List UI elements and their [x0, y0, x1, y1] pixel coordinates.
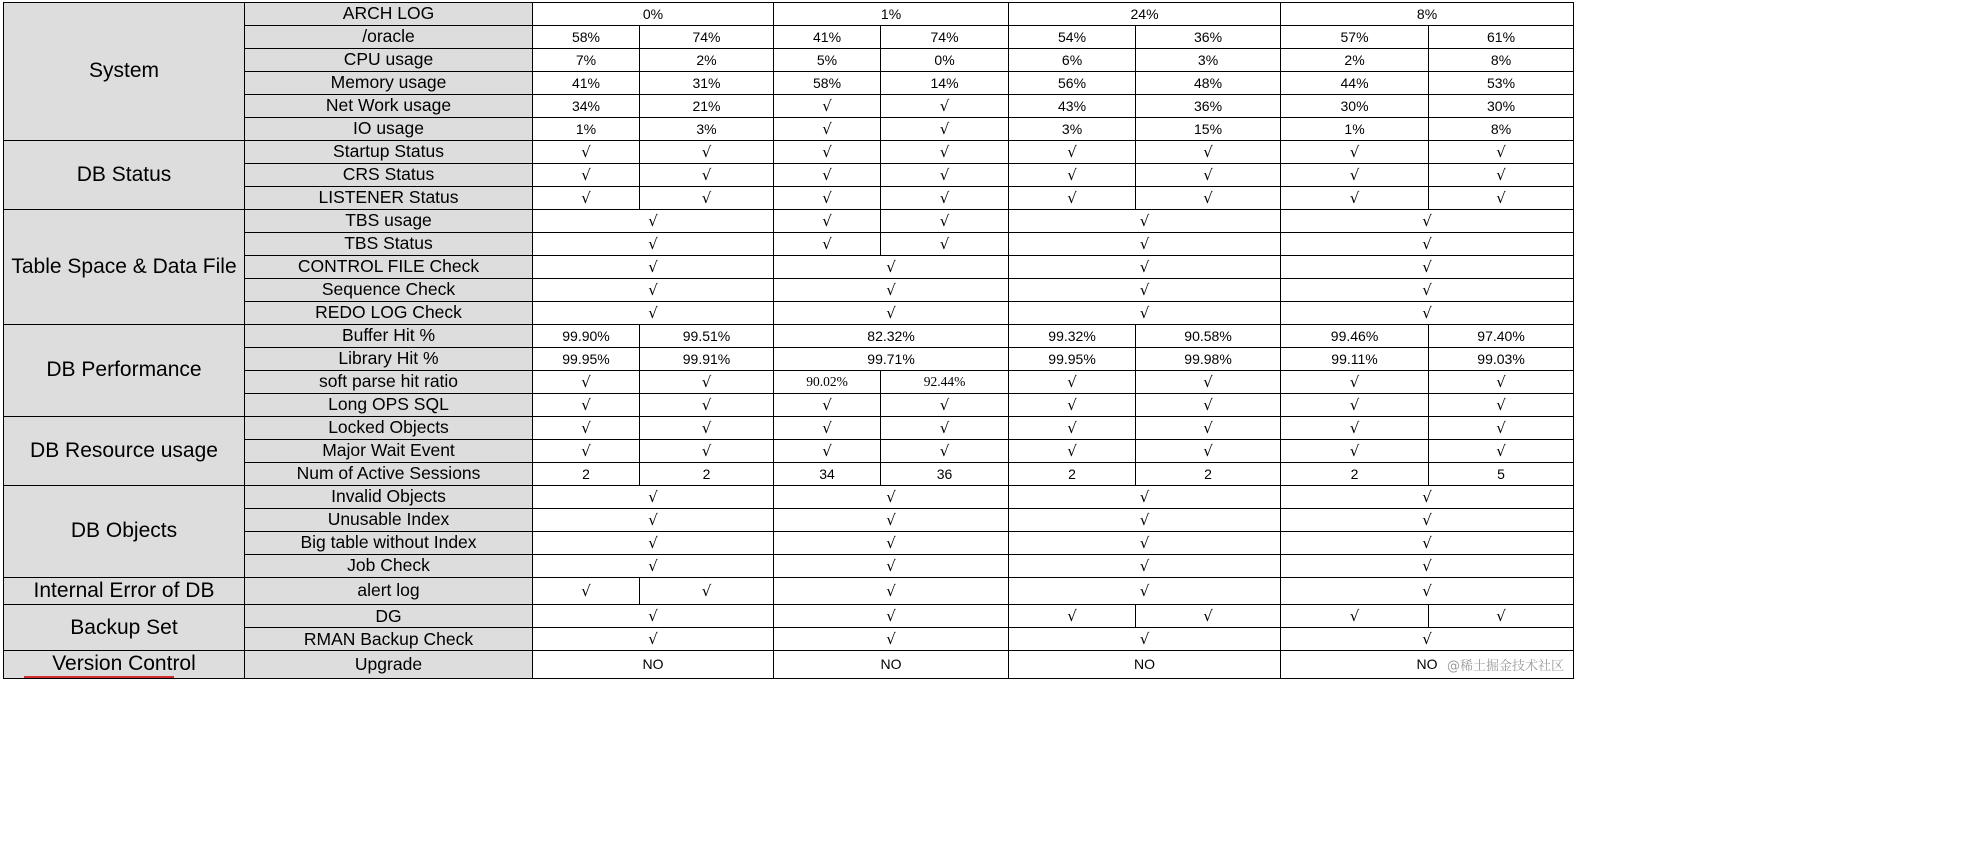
value-cell: 58%	[774, 72, 881, 95]
check-mark-cell: √	[1009, 578, 1281, 605]
value-cell: 21%	[640, 95, 774, 118]
value-cell: 0%	[533, 3, 774, 26]
category-cell: Version Control	[4, 651, 245, 678]
value-cell: 74%	[640, 26, 774, 49]
check-mark-cell: √	[1009, 509, 1281, 532]
check-mark-cell: √	[533, 233, 774, 256]
check-mark-cell: √	[1281, 233, 1574, 256]
value-cell: 0%	[881, 49, 1009, 72]
check-mark-cell: √	[1136, 440, 1281, 463]
check-mark-cell: √	[774, 164, 881, 187]
value-cell: 99.90%	[533, 325, 640, 348]
check-mark-cell: √	[1136, 417, 1281, 440]
check-mark-cell: √	[774, 256, 1009, 279]
check-item-cell: Num of Active Sessions	[245, 463, 533, 486]
check-item-cell: soft parse hit ratio	[245, 371, 533, 394]
check-mark-cell: √	[533, 164, 640, 187]
category-cell: System	[4, 3, 245, 141]
check-item-cell: Buffer Hit %	[245, 325, 533, 348]
check-mark-cell: √	[640, 394, 774, 417]
check-mark-cell: √	[1281, 187, 1429, 210]
value-cell: 44%	[1281, 72, 1429, 95]
value-cell: 58%	[533, 26, 640, 49]
check-mark-cell: √	[1429, 440, 1574, 463]
value-cell: NO	[1009, 651, 1281, 678]
check-mark-cell: √	[774, 532, 1009, 555]
check-item-cell: IO usage	[245, 118, 533, 141]
table-row	[4, 325, 1574, 348]
value-cell: 90.58%	[1136, 325, 1281, 348]
check-mark-cell: √	[533, 141, 640, 164]
value-cell: 56%	[1009, 72, 1136, 95]
check-mark-cell: √	[533, 302, 774, 325]
check-mark-cell: √	[1281, 141, 1429, 164]
table-row	[4, 210, 1574, 233]
check-mark-cell: √	[1136, 394, 1281, 417]
check-mark-cell: √	[1009, 256, 1281, 279]
check-mark-cell: √	[1281, 628, 1574, 651]
table-row	[4, 141, 1574, 164]
check-mark-cell: √	[1281, 302, 1574, 325]
check-mark-cell: √	[881, 118, 1009, 141]
value-cell: 30%	[1281, 95, 1429, 118]
check-mark-cell: √	[533, 440, 640, 463]
check-mark-cell: √	[881, 417, 1009, 440]
check-mark-cell: √	[1009, 532, 1281, 555]
value-cell: 8%	[1429, 49, 1574, 72]
check-mark-cell: √	[640, 371, 774, 394]
value-cell: 2	[1009, 463, 1136, 486]
value-cell: 90.02%	[774, 371, 881, 394]
check-item-cell: CRS Status	[245, 164, 533, 187]
check-mark-cell: √	[774, 210, 881, 233]
check-mark-cell: √	[1136, 187, 1281, 210]
check-mark-cell: √	[1136, 605, 1281, 628]
value-cell: 2%	[640, 49, 774, 72]
value-cell: 36%	[1136, 95, 1281, 118]
value-cell: 99.32%	[1009, 325, 1136, 348]
value-cell: 6%	[1009, 49, 1136, 72]
check-mark-cell: √	[774, 605, 1009, 628]
value-cell: 2%	[1281, 49, 1429, 72]
check-item-cell: TBS Status	[245, 233, 533, 256]
check-mark-cell: √	[1009, 628, 1281, 651]
check-mark-cell: √	[774, 95, 881, 118]
table-row	[4, 486, 1574, 509]
check-item-cell: Memory usage	[245, 72, 533, 95]
value-cell: 36%	[1136, 26, 1281, 49]
value-cell: 3%	[1009, 118, 1136, 141]
check-mark-cell: √	[533, 555, 774, 578]
check-mark-cell: √	[1009, 605, 1136, 628]
check-item-cell: alert log	[245, 578, 533, 605]
check-mark-cell: √	[774, 233, 881, 256]
check-item-cell: LISTENER Status	[245, 187, 533, 210]
value-cell: 92.44%	[881, 371, 1009, 394]
check-mark-cell: √	[1009, 555, 1281, 578]
watermark: @稀土掘金技术社区	[1446, 659, 1564, 674]
check-mark-cell: √	[1429, 605, 1574, 628]
check-mark-cell: √	[640, 440, 774, 463]
check-mark-cell: √	[1281, 440, 1429, 463]
check-mark-cell: √	[1136, 141, 1281, 164]
check-mark-cell: √	[1009, 394, 1136, 417]
check-mark-cell: √	[1009, 141, 1136, 164]
db-health-check-table	[3, 2, 1574, 679]
check-mark-cell: √	[533, 628, 774, 651]
check-mark-cell: √	[774, 187, 881, 210]
check-item-cell: CPU usage	[245, 49, 533, 72]
check-item-cell: TBS usage	[245, 210, 533, 233]
category-cell: Table Space & Data File	[4, 210, 245, 325]
check-mark-cell: √	[640, 578, 774, 605]
table-row	[4, 3, 1574, 26]
value-cell: 31%	[640, 72, 774, 95]
value-cell: 41%	[533, 72, 640, 95]
check-mark-cell: √	[1281, 605, 1429, 628]
check-mark-cell: √	[1009, 187, 1136, 210]
check-mark-cell: √	[881, 164, 1009, 187]
check-mark-cell: √	[533, 279, 774, 302]
check-mark-cell: √	[533, 532, 774, 555]
check-mark-cell: √	[1009, 210, 1281, 233]
value-cell: NO	[774, 651, 1009, 678]
value-cell: 99.95%	[1009, 348, 1136, 371]
check-mark-cell: √	[533, 187, 640, 210]
check-mark-cell: √	[1281, 509, 1574, 532]
check-mark-cell: √	[533, 605, 774, 628]
check-item-cell: Net Work usage	[245, 95, 533, 118]
bottom-edge-mark	[24, 676, 174, 682]
check-mark-cell: √	[1009, 440, 1136, 463]
value-cell: 14%	[881, 72, 1009, 95]
check-mark-cell: √	[1009, 164, 1136, 187]
check-mark-cell: √	[1429, 164, 1574, 187]
category-cell: DB Resource usage	[4, 417, 245, 486]
check-mark-cell: √	[533, 210, 774, 233]
check-mark-cell: √	[533, 417, 640, 440]
value-cell: 99.98%	[1136, 348, 1281, 371]
check-mark-cell: √	[881, 95, 1009, 118]
category-cell: DB Status	[4, 141, 245, 210]
check-mark-cell: √	[533, 256, 774, 279]
check-mark-cell: √	[774, 141, 881, 164]
value-cell: 1%	[1281, 118, 1429, 141]
check-mark-cell: √	[640, 417, 774, 440]
check-mark-cell: √	[774, 509, 1009, 532]
check-item-cell: Startup Status	[245, 141, 533, 164]
check-mark-cell: √	[1281, 486, 1574, 509]
check-mark-cell: √	[1009, 233, 1281, 256]
check-mark-cell: √	[774, 118, 881, 141]
table-row	[4, 651, 1574, 678]
category-cell: Backup Set	[4, 605, 245, 651]
check-mark-cell: √	[533, 394, 640, 417]
value-cell: 24%	[1009, 3, 1281, 26]
value-cell: 99.91%	[640, 348, 774, 371]
check-mark-cell: √	[1429, 187, 1574, 210]
value-cell: 57%	[1281, 26, 1429, 49]
value-cell: 1%	[774, 3, 1009, 26]
check-mark-cell: √	[1009, 279, 1281, 302]
value-cell: 53%	[1429, 72, 1574, 95]
value-cell: 82.32%	[774, 325, 1009, 348]
check-mark-cell: √	[1429, 417, 1574, 440]
value-cell: 99.71%	[774, 348, 1009, 371]
check-item-cell: DG	[245, 605, 533, 628]
check-item-cell: Big table without Index	[245, 532, 533, 555]
check-mark-cell: √	[1281, 394, 1429, 417]
check-mark-cell: √	[640, 141, 774, 164]
check-mark-cell: √	[774, 417, 881, 440]
value-cell: 99.46%	[1281, 325, 1429, 348]
value-cell: NO	[533, 651, 774, 678]
check-item-cell: Upgrade	[245, 651, 533, 678]
check-mark-cell: √	[533, 371, 640, 394]
check-item-cell: Long OPS SQL	[245, 394, 533, 417]
category-cell: Internal Error of DB	[4, 578, 245, 605]
value-cell: 2	[533, 463, 640, 486]
value-cell: 34%	[533, 95, 640, 118]
check-mark-cell: √	[1009, 302, 1281, 325]
check-mark-cell: √	[1281, 371, 1429, 394]
category-cell: DB Objects	[4, 486, 245, 578]
value-cell: 1%	[533, 118, 640, 141]
check-mark-cell: √	[1429, 141, 1574, 164]
value-cell: 34	[774, 463, 881, 486]
value-cell: 99.51%	[640, 325, 774, 348]
check-item-cell: CONTROL FILE Check	[245, 256, 533, 279]
value-cell: 3%	[1136, 49, 1281, 72]
check-mark-cell: √	[1429, 394, 1574, 417]
value-cell: 61%	[1429, 26, 1574, 49]
check-mark-cell: √	[533, 578, 640, 605]
check-item-cell: Library Hit %	[245, 348, 533, 371]
value-cell: 99.03%	[1429, 348, 1574, 371]
check-mark-cell: √	[1429, 371, 1574, 394]
value-cell: 48%	[1136, 72, 1281, 95]
value-cell: 7%	[533, 49, 640, 72]
table-row	[4, 578, 1574, 605]
value-cell: 74%	[881, 26, 1009, 49]
table-row	[4, 605, 1574, 628]
check-mark-cell: √	[881, 141, 1009, 164]
check-mark-cell: √	[774, 555, 1009, 578]
value-cell: 30%	[1429, 95, 1574, 118]
check-mark-cell: √	[881, 187, 1009, 210]
check-mark-cell: √	[1281, 256, 1574, 279]
check-mark-cell: √	[1136, 371, 1281, 394]
check-item-cell: Job Check	[245, 555, 533, 578]
value-cell: 3%	[640, 118, 774, 141]
check-mark-cell: √	[1281, 578, 1574, 605]
value-cell: 8%	[1429, 118, 1574, 141]
check-mark-cell: √	[774, 578, 1009, 605]
table-body	[4, 3, 1574, 679]
check-mark-cell: √	[881, 233, 1009, 256]
value-cell: 2	[1281, 463, 1429, 486]
check-mark-cell: √	[1009, 371, 1136, 394]
check-mark-cell: √	[640, 187, 774, 210]
value-cell: 5	[1429, 463, 1574, 486]
value-cell: 36	[881, 463, 1009, 486]
check-item-cell: /oracle	[245, 26, 533, 49]
check-mark-cell: √	[1281, 555, 1574, 578]
value-cell: 99.11%	[1281, 348, 1429, 371]
check-item-cell: Locked Objects	[245, 417, 533, 440]
check-mark-cell: √	[774, 279, 1009, 302]
check-mark-cell: √	[1009, 486, 1281, 509]
check-item-cell: Invalid Objects	[245, 486, 533, 509]
check-mark-cell: √	[774, 302, 1009, 325]
check-item-cell: Major Wait Event	[245, 440, 533, 463]
value-cell: 5%	[774, 49, 881, 72]
check-mark-cell: √	[774, 486, 1009, 509]
table-row	[4, 417, 1574, 440]
value-cell: 97.40%	[1429, 325, 1574, 348]
check-item-cell: RMAN Backup Check	[245, 628, 533, 651]
check-mark-cell: √	[881, 394, 1009, 417]
check-mark-cell: √	[533, 486, 774, 509]
check-mark-cell: √	[640, 164, 774, 187]
value-cell: NO	[1281, 651, 1574, 678]
value-cell: 2	[640, 463, 774, 486]
check-mark-cell: √	[774, 394, 881, 417]
check-item-cell: Unusable Index	[245, 509, 533, 532]
check-mark-cell: √	[1009, 417, 1136, 440]
check-mark-cell: √	[1281, 210, 1574, 233]
value-cell: 99.95%	[533, 348, 640, 371]
category-cell: DB Performance	[4, 325, 245, 417]
check-mark-cell: √	[1281, 279, 1574, 302]
check-mark-cell: √	[881, 210, 1009, 233]
value-cell: 54%	[1009, 26, 1136, 49]
check-mark-cell: √	[1281, 532, 1574, 555]
value-cell: 15%	[1136, 118, 1281, 141]
value-cell: 2	[1136, 463, 1281, 486]
value-cell: 8%	[1281, 3, 1574, 26]
check-item-cell: Sequence Check	[245, 279, 533, 302]
value-cell: 41%	[774, 26, 881, 49]
check-mark-cell: √	[881, 440, 1009, 463]
check-item-cell: ARCH LOG	[245, 3, 533, 26]
check-mark-cell: √	[533, 509, 774, 532]
check-mark-cell: √	[774, 440, 881, 463]
check-mark-cell: √	[1281, 164, 1429, 187]
check-item-cell: REDO LOG Check	[245, 302, 533, 325]
check-mark-cell: √	[1136, 164, 1281, 187]
check-mark-cell: √	[1281, 417, 1429, 440]
check-mark-cell: √	[774, 628, 1009, 651]
value-cell: 43%	[1009, 95, 1136, 118]
